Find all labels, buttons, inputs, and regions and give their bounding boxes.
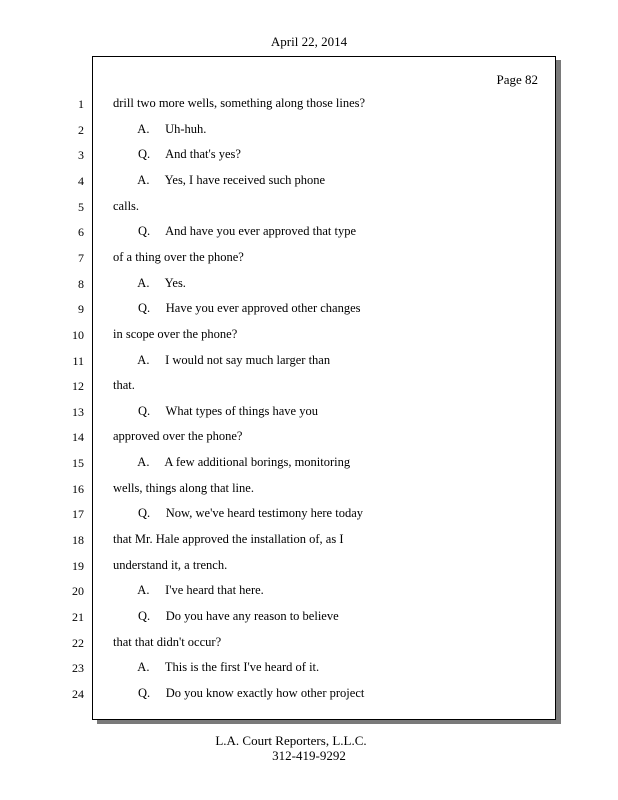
- transcript-line-text: A. This is the first I've heard of it.: [113, 660, 320, 674]
- line-number: 12: [72, 379, 84, 393]
- line-number: 5: [78, 200, 84, 214]
- transcript-line-text: of a thing over the phone?: [113, 250, 244, 264]
- line-number: 10: [72, 328, 84, 342]
- reporter-phone: 312-419-9292: [272, 748, 346, 763]
- transcript-line-text: Q. What types of things have you: [113, 404, 318, 418]
- line-number: 11: [72, 354, 84, 368]
- transcript-line-text: Q. Do you know exactly how other project: [113, 686, 365, 700]
- line-number: 7: [78, 251, 84, 265]
- line-number: 18: [72, 533, 84, 547]
- line-number: 15: [72, 456, 84, 470]
- transcript-line-text: drill two more wells, something along those lines?: [113, 96, 366, 110]
- line-number: 14: [72, 430, 84, 444]
- transcript-line-text: A. A few additional borings, monitoring: [113, 455, 351, 469]
- line-number: 13: [72, 405, 84, 419]
- transcript-line-text: A. Uh-huh.: [113, 122, 207, 136]
- transcript-line-text: that Mr. Hale approved the installation of, as I: [113, 532, 344, 546]
- transcript-line-text: wells, things along that line.: [113, 481, 254, 495]
- transcript-line-text: Q. And have you ever approved that type: [113, 224, 356, 238]
- transcript-line-text: that.: [113, 378, 135, 392]
- transcript-line-text: Q. Now, we've heard testimony here today: [113, 506, 363, 520]
- page-number: Page 82: [496, 72, 538, 87]
- transcript-line-text: calls.: [113, 199, 140, 213]
- transcript-line-text: A. I would not say much larger than: [113, 353, 331, 367]
- line-number: 3: [78, 148, 84, 162]
- line-number: 6: [78, 225, 84, 239]
- transcript-line-text: A. Yes, I have received such phone: [113, 173, 326, 187]
- transcript-line-text: A. I've heard that here.: [113, 583, 264, 597]
- reporter-company: L.A. Court Reporters, L.L.C.: [215, 733, 367, 748]
- transcript-line-text: in scope over the phone?: [113, 327, 238, 341]
- line-number: 22: [72, 636, 84, 650]
- line-number: 9: [78, 302, 84, 316]
- transcript-line-text: Q. Do you have any reason to believe: [113, 609, 339, 623]
- transcript-line-text: understand it, a trench.: [113, 558, 228, 572]
- transcript-line-text: Q. And that's yes?: [113, 147, 241, 161]
- line-number: 24: [72, 687, 84, 701]
- transcript-line-text: Q. Have you ever approved other changes: [113, 301, 361, 315]
- line-number: 23: [72, 661, 84, 675]
- transcript-line-text: approved over the phone?: [113, 429, 243, 443]
- transcript-line-text: A. Yes.: [113, 276, 186, 290]
- line-number: 4: [78, 174, 84, 188]
- line-number: 1: [78, 97, 84, 111]
- transcript-line-text: that that didn't occur?: [113, 635, 222, 649]
- line-number: 20: [72, 584, 84, 598]
- transcript-date: April 22, 2014: [270, 34, 348, 49]
- line-number: 2: [78, 123, 84, 137]
- line-number: 21: [72, 610, 84, 624]
- line-number: 19: [72, 559, 84, 573]
- line-number: 16: [72, 482, 84, 496]
- line-number: 17: [72, 507, 84, 521]
- line-number: 8: [78, 277, 84, 291]
